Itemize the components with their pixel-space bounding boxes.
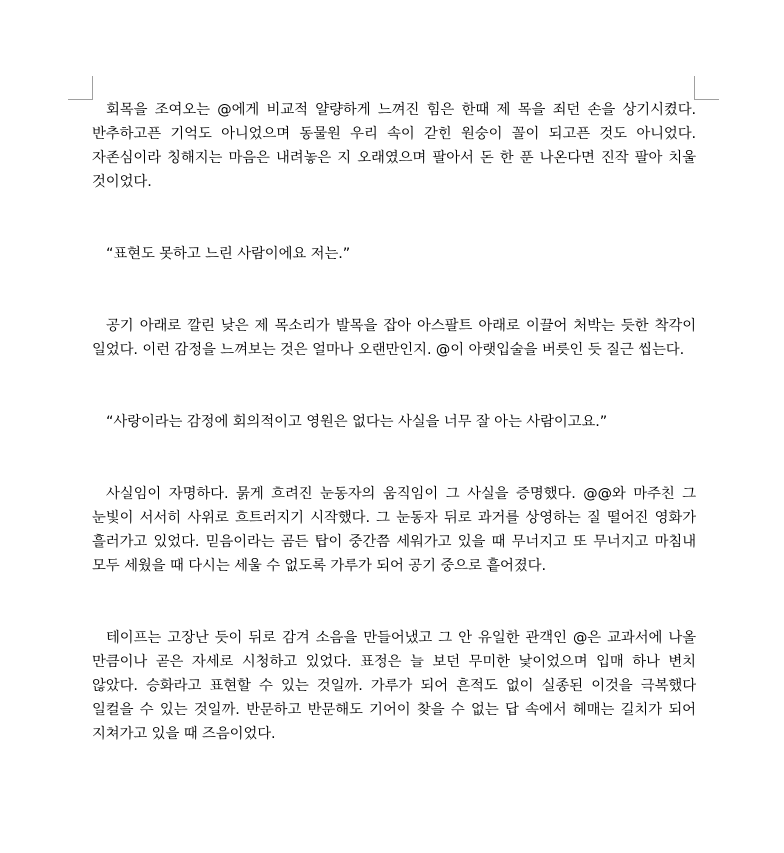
paragraph: 테이프는 고장난 듯이 뒤로 감겨 소음을 만들어냈고 그 안 유일한 관객인 @은 교과서에 나올 만큼이나 곧은 자세로 시청하고 있었다. 표정은 늘 보던 무미한 낯이었으며 입매 하나 변치 않았다. 승화라고 표현할 수 있는 것일까. 가루가 되어 흔적도 없이 실종된 이것을 극복했다 일컬을 수 있는 것일까. 반문하고 반문해도 기어이 찾을 수 없는 답 속에서 헤매는 길치가 되어 지쳐가고 있을 때 즈음이었다.	[92, 630, 696, 742]
dialogue-line: “표현도 못하고 느린 사람이에요 저는.”	[106, 246, 351, 262]
paragraph: 회목을 조여오는 @에게 비교적 얄량하게 느껴진 힘은 한때 제 목을 죄던 손을 상기시켰다. 반추하고픈 기억도 아니었으며 동물원 우리 속이 갇힌 원숭이 꼴이 되고픈 것도 아니었다. 자존심이라 칭해지는 마음은 내려놓은 지 오래였으며 팔아서 돈 한 푼 나온다면 진작 팔아 치울 것이었다.	[92, 102, 696, 190]
paragraph: 사실임이 자명하다. 묽게 흐려진 눈동자의 움직임이 그 사실을 증명했다. @@와 마주친 그 눈빛이 서서히 사위로 흐트러지기 시작했다. 그 눈동자 뒤로 과거를 상영하는 질 떨어진 영화가 흘러가고 있었다. 믿음이라는 곰든 탑이 중간쯤 세워가고 있을 때 무너지고 또 무너지고 마침내 모두 세웠을 때 다시는 세울 수 없도록 가루가 되어 공기 중으로 흩어졌다.	[92, 486, 696, 574]
paragraph: 공기 아래로 깔린 낮은 제 목소리가 발목을 잡아 아스팔트 아래로 이끌어 처박는 듯한 착각이 일었다. 이런 감정을 느껴보는 것은 얼마나 오랜만인지. @이 아랫입술을 버릇인 듯 질근 씹는다.	[92, 318, 696, 358]
empty-line	[92, 578, 696, 626]
top-left-margin-marker	[68, 76, 93, 100]
empty-line	[92, 194, 696, 242]
empty-line	[92, 362, 696, 410]
document-body[interactable]	[92, 98, 696, 746]
top-right-margin-marker	[694, 76, 719, 100]
empty-line	[92, 266, 696, 314]
dialogue-line: “사랑이라는 감정에 회의적이고 영원은 없다는 사실을 너무 잘 아는 사람이고요.”	[106, 414, 608, 430]
empty-line	[92, 434, 696, 482]
